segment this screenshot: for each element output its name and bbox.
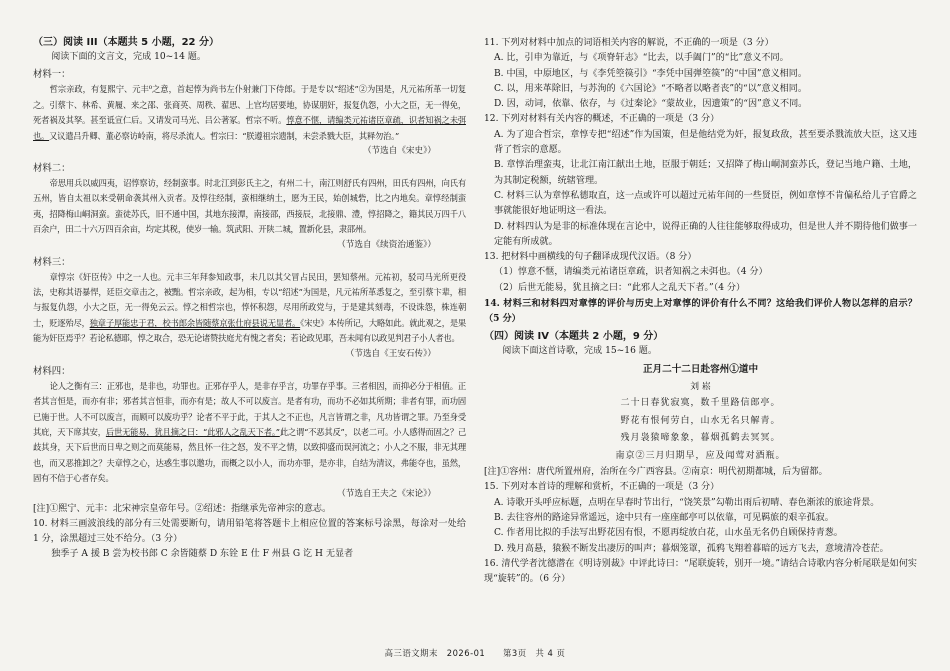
question-12-option-text: 爵之事就能很好地证明这一看法。 [494, 190, 917, 217]
material1-text [33, 82, 466, 144]
material4-line: 惇之心，达惑生事以邀功，而概之以小人，而功亦罪，是亦非，自结为清议，弗能夺也，虽然，固有不 [33, 457, 466, 484]
material4-source: （节选自王夫之《宋论》） [337, 488, 436, 499]
material4-line: 功不必如其所期；非者有罪，而功固已施于世。人不可以废言，而顾可以废功乎？论者不平于此，于其 [33, 396, 466, 422]
question-14-text: 14. 材料三和材料四对章惇的评价与历史上对章惇的评价有什么不同？这给我们评价人物以怎样的启 [484, 298, 899, 310]
material2-source: （节选自《续资治通鉴》） [337, 239, 436, 250]
question-12-option-text: A. 为了迎合哲宗，章惇专把“绍述”作为国策，但是他结党为奸，报复政敌，甚至要杀戮流放大臣， [494, 129, 890, 140]
question-12: 12. 下列对材料有关内容的概述，不正确的一项是（3 分） [484, 114, 720, 125]
material1-line: 哲宗曰：“朕遵祖宗遗制，未尝杀戮大臣，其释勿治。” [210, 130, 399, 141]
poem-note: [注]①容州：唐代所置州府，治所在今广西容县。②南京：明代初期都城，后为留都。 [484, 467, 828, 478]
material4-line: 抑必分于相值。正者其言恒是，而亦有非；邪者其言恒非，而亦有是；故人不可以废言。是者有功，而 [33, 380, 466, 407]
material4-underline-sentence: 后世无能易，犹且摘之曰： [105, 426, 204, 437]
question-14 [484, 296, 917, 327]
section4-intro: 阅读下面这首诗歌，完成 15~16 题。 [502, 345, 657, 356]
question-12-option [484, 128, 917, 159]
material3-text [33, 270, 466, 347]
question-16 [484, 557, 917, 588]
material2-text [33, 176, 466, 238]
material2-line: 西接辰，北接鼎、澧，惇招降之，籍其民万四千八百余户，田二十六万四百余亩，均定其税，使岁一输。 [33, 208, 466, 235]
material2-label: 材料二： [33, 163, 71, 175]
question-15-option: D. 残月高悬，猿猴不断发出凄厉的叫声；暮烟笼罩，孤鸦飞翔着暮暗的远方飞去，意境清冷苍茫。 [494, 543, 889, 554]
question-10-sequence: 独季子 A 援 B 尝为校书郎 C 余皆随蔡 D 东铨 E 仕 F 州县 G 讫 H 无显者 [51, 549, 354, 560]
question-15-option: C. 作者用比拟的手法写出野花因有恨，不愿再绽放白花，山水虽无名仍自顾保持青葱。 [494, 528, 843, 539]
notes: [注]①熙宁、元丰：北宋神宗皇帝年号。②绍述：指继承先帝神宗的意志。 [33, 503, 332, 514]
left-column [33, 36, 466, 563]
question-13-item: （1）惇意不惬，请编类元祐诸臣章疏，识者知祸之未弭也。（4 分） [494, 267, 768, 278]
material3-line: 《宋史》本传所记，大略如此。就此观之，是果能为奸臣焉乎？ [33, 317, 466, 344]
poem-line: 二十日春犹寂寞，数千里路信郎亭。 [620, 398, 781, 409]
question-12-option [484, 189, 917, 220]
material4-underline-sentence: “此邪人之乱天下者。” [203, 426, 280, 437]
question-12-option-text: B. 章惇治理蛮夷，让北江南江献出土地，臣服于朝廷；又招降了梅山峒洞蛮苏氏，登记当地户籍、土 [494, 160, 899, 171]
question-11-option: C. 以，用来革除旧，与苏洵的《六国论》“不略者以略者丧”的“以”意义相同。 [494, 83, 807, 94]
material2-line: 筑武阳、开陕二城，置新化县，隶邵州。 [226, 224, 371, 235]
question-10-text: 10. 材料三画波浪线的部分有三处需要断句，请用铅笔将答题卡上相应位置的答案标号涂黑，每涂对一处 [33, 518, 457, 529]
question-11-option: A. 比，引申为靠近，与《项脊轩志》“比去，以手阖门”的“比”意义不同。 [494, 53, 789, 64]
poem-title: 正月二十二日赴容州①道中 [642, 364, 759, 376]
question-13: 13. 把材料中画横线的句子翻译成现代汉语。（8 分） [484, 252, 697, 263]
question-12-option [484, 220, 917, 251]
poem-line: 残月袅猿啼象象，暮烟孤鹤去冥冥。 [620, 433, 781, 444]
material4-label: 材料四： [33, 365, 71, 377]
material1-underline-sentence: 惇意不惬，请编类元祐诸臣章疏，识者知祸之未弭也。 [33, 115, 466, 141]
material1-line: 凡元祐所革一切复之。引蔡卞、林希、黄履、来之邵、张商英、周秩、翟思、上官均居要地，协谋朋奸， [33, 84, 466, 110]
section3-intro: 阅读下面的文言文，完成 10~14 题。 [51, 52, 206, 62]
page-footer: 高三语文期末 2026-01 第3页 共 4 页 [384, 648, 566, 658]
material4-line: 信于心者存矣。 [57, 473, 114, 484]
question-12-option-text: D. 材料四认为是非的标准体现在言论中，说得正确的人往往能够取得成功，但是世人并不期待他们做 [494, 221, 899, 232]
material1-line: 哲宗亲政，有复熙宁、元丰⁰之意，首起惇为尚书左仆射兼门下侍郎。于是专以“绍述”②为国是， [49, 84, 401, 95]
material4-line: 论人之衡有三：正邪也，是非也，功罪也。正邪存乎人，是非存乎言，功罪存乎事。三者相因，而 [49, 380, 401, 391]
material3-line: 章惇宗《奸臣传》中之一人也。元丰三年拜参知政事，未几以其父冒占民田，罢知蔡州。元祐初， [49, 271, 408, 282]
question-12-option [484, 158, 917, 189]
material3-source: （节选自《王安石传》） [345, 348, 436, 359]
material2-line: 氏有四州，向氏有五州，皆自太祖以来受朝命袭其州入贡者。及惇往经制，蛮相继纳土，愿为王民，始 [33, 178, 466, 204]
material4-text [33, 379, 466, 487]
question-12-option-text: 事一定能有所成就。 [494, 221, 917, 247]
question-10 [33, 517, 466, 548]
material1-label: 材料一： [33, 69, 71, 81]
material3-label: 材料三： [33, 256, 71, 268]
material2-line: 创城砦，比之内地矣。章惇经制蛮夷，招降梅山峒洞蛮。蛮徒苏氏，旧不通中国，其地东接潭，南接邵， [33, 193, 466, 219]
question-15-option: A. 诗歌开头呼应标题，点明在早春时节出行，“饶笑景”勾勒出雨后初晴、春色渐浓的旅途背景。 [494, 497, 880, 508]
material3-line: 惇怀积怨，尽用所政党与，于是建其刻毒，不设诛怨，株连朝士，贬逐殆尽， [33, 302, 466, 328]
question-12-option-text: C. 材料三认为章惇私德取直，这一点或许可以超过元祐年间的一些贤臣，例如章惇不肯偏私给儿子官 [494, 190, 899, 201]
material4-line: 人之不正也，凡言皆谓之非，凡功皆谓之罪。乃至身受其庇，天下席其安， [33, 411, 466, 437]
poem-line: 野花有恨何劳白，山水无名只解青。 [620, 415, 781, 426]
material1-line: 又议遣吕升卿、董必察访岭南，将尽杀流人。 [49, 130, 211, 141]
material3-line: 凡元祐所革悉复之，至引蔡卞辈，相与报复仇怨，小大之臣，无一得免云云。惇之相哲宗也， [33, 287, 466, 313]
material3-wavy-segment: 校书郎余皆随蔡京张仕府县说无显者。 [162, 317, 301, 328]
section4-title: （四）阅读 IV（本题共 2 小题，9 分） [484, 330, 664, 342]
material1-source: （节选自《宋史》） [362, 146, 436, 157]
material3-line: 若论私德耶，惇之取合，恐无论诸赞扶庭尤有愧之者矣；若论政见耶，吾未闻有以政见判君子小人者也。 [89, 333, 460, 344]
material3-wavy-segment: 独章子厚能忠于君， [89, 317, 163, 328]
question-10-text-cont: 给 1 分，涂黑超过三处不给分。（3 分） [33, 518, 466, 545]
material1-line: 报复仇怨，小大之臣，无一得免，死者祸及其孥。甚至诋宣仁后。又请发司马光、吕公著冢。哲宗不听。 [33, 99, 466, 126]
question-15: 15. 下列对本首诗的理解和赏析，不正确的一项是（3 分） [484, 482, 720, 493]
section3-title: （三）阅读 III（本题共 5 小题，22 分） [33, 37, 219, 48]
question-12-option-text: 地，为其制定税额，统辖管理。 [494, 160, 917, 186]
question-11-option: D. 因，动词，依靠、依存，与《过秦论》“蒙故业，因遗策”的“因”意义不同。 [494, 99, 808, 110]
question-11-option: B. 中国，中原地区，与《李凭箜篌引》“李凭中国弹箜篌”的“中国”意义相同。 [494, 68, 807, 79]
material4-line: 此之谓“不恶其反”，以老二可。小人感得而固之？己歧其身，天下后世而日卑之则 [33, 426, 466, 453]
question-14-text-cont: 示？（5 分） [484, 298, 917, 325]
poem-author: 刘 崧 [690, 382, 711, 393]
question-13-item: （2）后世无能易，犹且摘之曰：“此邪人之乱天下者。”（4 分） [494, 282, 746, 293]
material3-line: 驳司马光所更役法，史称其语暴悍，廷臣交章击之，被黜。哲宗亲政，起为相，专以“绍述”为国是， [33, 271, 466, 298]
right-column [484, 36, 917, 587]
question-16-text: 16. 清代学者沈德潜在《明诗别裁》中评此诗曰：“尾联旋转，别开一境。”请结合诗歌内容分析尾联是 [484, 558, 890, 569]
poem-line: 南京②三月归期早，应及闻莺对酒瓶。 [615, 450, 786, 461]
question-12-option-text: 这又违背了哲宗的意愿。 [494, 129, 917, 156]
question-11: 11. 下列对材料中加点的词语相关内容的解说，不正确的一项是（3 分） [484, 38, 774, 48]
material2-line: 帝思用兵以威四夷，诏惇察访，经制蛮事。时北江到彭氏主之，有州二十，南江则舒氏有四州，田 [49, 178, 401, 189]
question-15-option: B. 去往容州的路途异常遥远，途中只有一座座邮亭可以依靠，可见羁旅的艰辛孤寂。 [494, 512, 834, 523]
question-16-text-cont: 如何实现“旋转”的。（6 分） [484, 558, 917, 585]
material4-line: 之而莫能易，然且怀一往之怒，发不平之情，以致抑盛而误河流之；小人之不服，非无其理也，而又恶推卸之？夫章 [33, 442, 466, 468]
